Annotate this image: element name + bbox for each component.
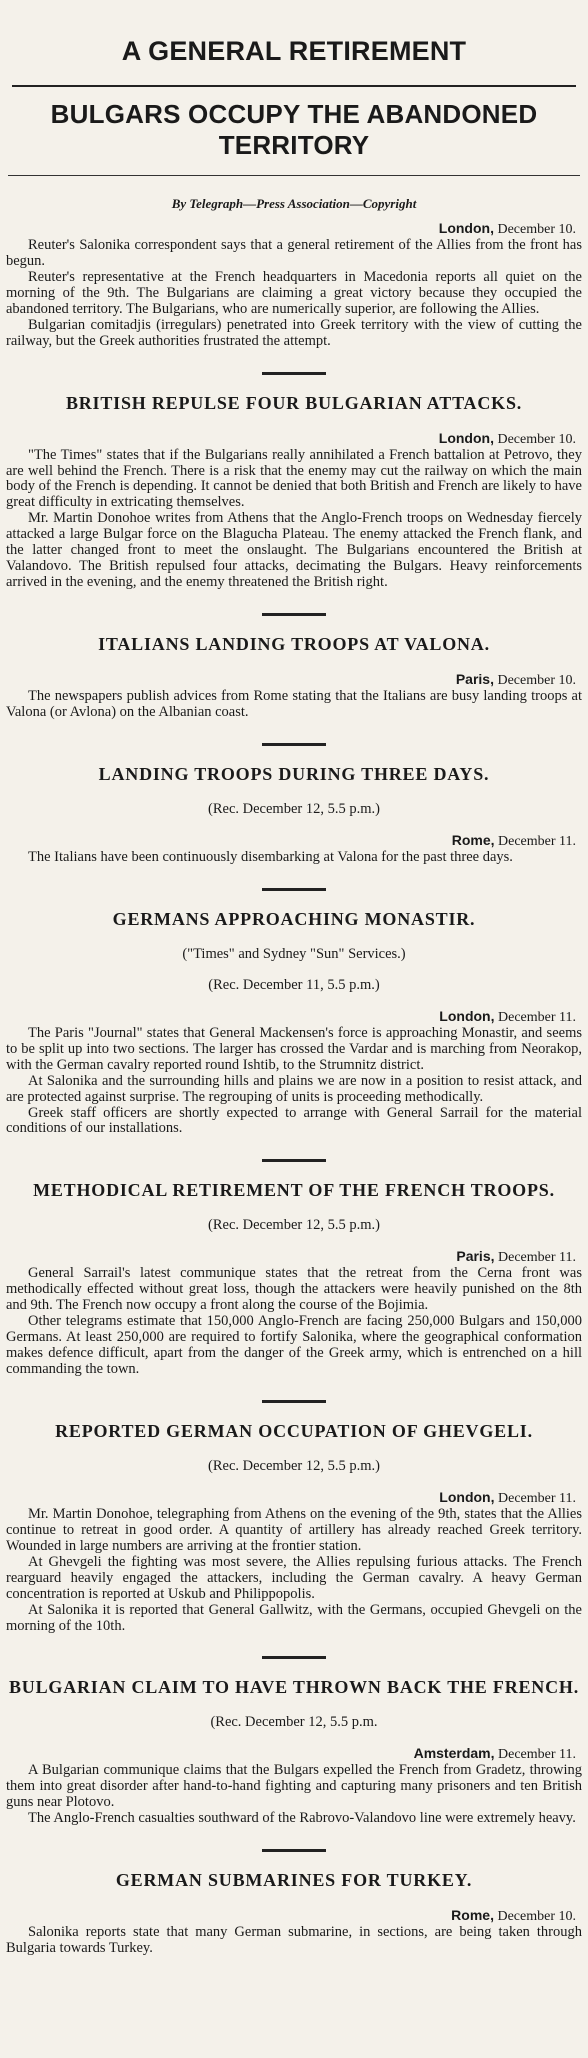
divider: [12, 85, 576, 87]
dateline-date: December 11.: [498, 1747, 576, 1763]
receipt-note: (Rec. December 12, 5.5 p.m.): [208, 1217, 380, 1234]
articles-container: [6, 220, 582, 1957]
article-paragraph: General Sarrail's latest communique states that the retreat from the Cerna front was methodically effected without great loss, though the attackers were heavily punished on the 8th and 9th. The French now occupy a front along the course of the Bojimia.: [6, 1265, 582, 1314]
receipt-note: (Rec. December 12, 5.5 p.m.: [210, 1714, 378, 1731]
article-heading: BULGARIAN CLAIM TO HAVE THROWN BACK THE FRENCH.: [8, 1677, 580, 1698]
dateline-date: December 10.: [497, 222, 576, 237]
article-heading: GERMANS APPROACHING MONASTIR.: [112, 908, 476, 929]
receipt-note: (Rec. December 12, 5.5 p.m.): [208, 800, 380, 817]
article-paragraph: At Ghevgeli the fighting was most severe, the Allies repulsing furious attacks. The French rearguard heavily engaged the attackers, including the German cavalry. A heavy German concentration is reported at Uskub and Philippopolis.: [6, 1553, 582, 1602]
article-heading: GERMAN SUBMARINES FOR TURKEY.: [115, 1870, 473, 1891]
article-paragraph: Reuter's representative at the French headquarters in Macedonia reports all quiet on the morning of the 9th. The Bulgarians are claiming a great victory because they occupied the abandoned territory. The Bulgarians, who are numerically superior, are following the Allies.: [6, 268, 582, 317]
dateline-date: December 10.: [497, 1909, 576, 1925]
article-heading: BRITISH REPULSE FOUR BULGARIAN ATTACKS.: [65, 392, 523, 413]
article-paragraph: At Salonika and the surrounding hills and plains we are now in a position to resist attack, and are protected against surprise. The regrouping of units is proceeding methodically.: [6, 1072, 582, 1105]
article: [6, 1400, 582, 1635]
dateline: [6, 430, 576, 448]
article-heading: ITALIANS LANDING TROOPS AT VALONA.: [98, 634, 490, 654]
article: [6, 888, 582, 1138]
article-heading: METHODICAL RETIREMENT OF THE FRENCH TROOPS.: [33, 1180, 555, 1201]
dateline-place: London,: [438, 429, 494, 446]
article-paragraph: The Italians have been continuously disembarking at Valona for the past three days.: [28, 848, 513, 865]
receipt-note: ("Times" and Sydney "Sun" Services.): [182, 945, 406, 962]
main-headline: BULGARS OCCUPY THE ABANDONED TERRITORY: [50, 99, 538, 160]
dateline: [6, 1489, 576, 1507]
receipt-note: (Rec. December 11, 5.5 p.m.): [208, 976, 380, 993]
article-paragraph: Mr. Martin Donohoe, telegraphing from Athens on the evening of the 9th, states that the Allies continue to retreat in good order. A quantity of artillery has already reached Greek territory. Wounded in large numbers are arriving at the frontier station.: [6, 1505, 582, 1554]
article: [6, 1849, 582, 1957]
section-separator: [262, 1400, 326, 1403]
section-separator: [262, 1849, 326, 1852]
dateline-place: Paris,: [456, 1248, 495, 1265]
dateline-date: December 11.: [498, 1009, 576, 1025]
dateline-place: London,: [439, 1007, 495, 1024]
byline: By Telegraph—Press Association—Copyright: [171, 196, 417, 211]
article-paragraph: The Paris "Journal" states that General Mackensen's force is approaching Monastir, and seems to be split up into two sections. The larger has crossed the Vardar and is marching from Neorakop, with the German cavalry reported round Ishtib, to the Strumnitz district.: [6, 1024, 582, 1073]
dateline-date: December 10.: [497, 673, 576, 688]
article: [6, 1656, 582, 1827]
dateline-date: December 10.: [497, 431, 576, 447]
article-heading: LANDING TROOPS DURING THREE DAYS.: [98, 763, 490, 784]
section-separator: [262, 888, 326, 891]
divider: [8, 175, 580, 176]
dateline-place: Amsterdam,: [413, 1745, 495, 1762]
receipt-note: (Rec. December 12, 5.5 p.m.): [208, 1457, 380, 1474]
article-paragraph: At Salonika it is reported that General Gallwitz, with the Germans, occupied Ghevgeli on the morning of the 10th.: [6, 1601, 582, 1634]
article-paragraph: Other telegrams estimate that 150,000 Anglo-French are facing 250,000 Bulgars and 150,000 Germans. At least 250,000 are required to fortify Salonika, where the geographical conformation makes defence difficult, apart from the danger of the Greek army, which is entrenched on a hill commanding the town.: [6, 1313, 582, 1377]
dateline-place: Rome,: [451, 1907, 494, 1924]
article: [6, 220, 582, 350]
article-paragraph: The newspapers publish advices from Rome stating that the Italians are busy landing troops at Valona (or Avlona) on the Albanian coast.: [6, 688, 582, 720]
article: [6, 372, 582, 591]
dateline-place: London,: [438, 220, 494, 236]
article-paragraph: The Anglo-French casualties southward of the Rabrovo-Valandovo line were extremely heavy.: [28, 1810, 576, 1827]
dateline: [6, 832, 576, 850]
article-paragraph: Bulgarian comitadjis (irregulars) penetrated into Greek territory with the view of cutting the railway, but the Greek authorities frustrated the attempt.: [6, 316, 582, 349]
dateline: [6, 671, 576, 689]
page-title: A GENERAL RETIREMENT: [121, 36, 467, 66]
dateline-date: December 11.: [498, 1250, 576, 1266]
article: [6, 1159, 582, 1378]
article-heading: REPORTED GERMAN OCCUPATION OF GHEVGELI.: [55, 1420, 533, 1441]
article: [6, 743, 582, 866]
section-separator: [262, 1159, 326, 1162]
section-separator: [262, 372, 326, 375]
section-separator: [262, 743, 326, 746]
article-paragraph: A Bulgarian communique claims that the Bulgars expelled the French from Gradetz, throwing them into great disorder after hand-to-hand fighting and capturing many prisoners and ten British guns near Plotovo.: [6, 1762, 582, 1811]
article: [6, 613, 582, 721]
dateline-date: December 11.: [498, 1490, 576, 1506]
article-paragraph: Mr. Martin Donohoe writes from Athens that the Anglo-French troops on Wednesday fiercely attacked a large Bulgar force on the Blagucha Plateau. The enemy attacked the French flank, and the latter changed front to meet the onslaught. The Bulgarians encountered the British at Valandovo. The British repulsed four attacks, decimating the Bulgars. Heavy reinforcements arrived in the evening, and the enemy threatened the British right.: [6, 510, 582, 591]
dateline: [6, 1248, 576, 1266]
dateline-place: Rome,: [451, 831, 495, 848]
dateline-date: December 11.: [498, 833, 576, 849]
dateline-place: London,: [439, 1488, 495, 1505]
section-separator: [262, 613, 326, 616]
section-separator: [262, 1656, 326, 1659]
dateline: [6, 1008, 576, 1026]
dateline: [6, 1907, 576, 1925]
dateline-place: Paris,: [455, 671, 494, 687]
article-paragraph: Salonika reports state that many German submarine, in sections, are being taken through Bulgaria towards Turkey.: [6, 1924, 582, 1957]
dateline: [6, 1745, 576, 1763]
article-paragraph: "The Times" states that if the Bulgarians really annihilated a French battalion at Petrovo, they are well behind the French. There is a risk that the enemy may cut the railway on which the main body of the French is depending. It cannot be denied that both British and French are likely to have great difficulty in extricating themselves.: [6, 446, 582, 511]
article-paragraph: Reuter's Salonika correspondent says that a general retirement of the Allies from the front has begun.: [6, 237, 582, 269]
dateline: [6, 220, 576, 238]
article-paragraph: Greek staff officers are shortly expected to arrange with General Sarrail for the material conditions of our installations.: [6, 1104, 582, 1137]
